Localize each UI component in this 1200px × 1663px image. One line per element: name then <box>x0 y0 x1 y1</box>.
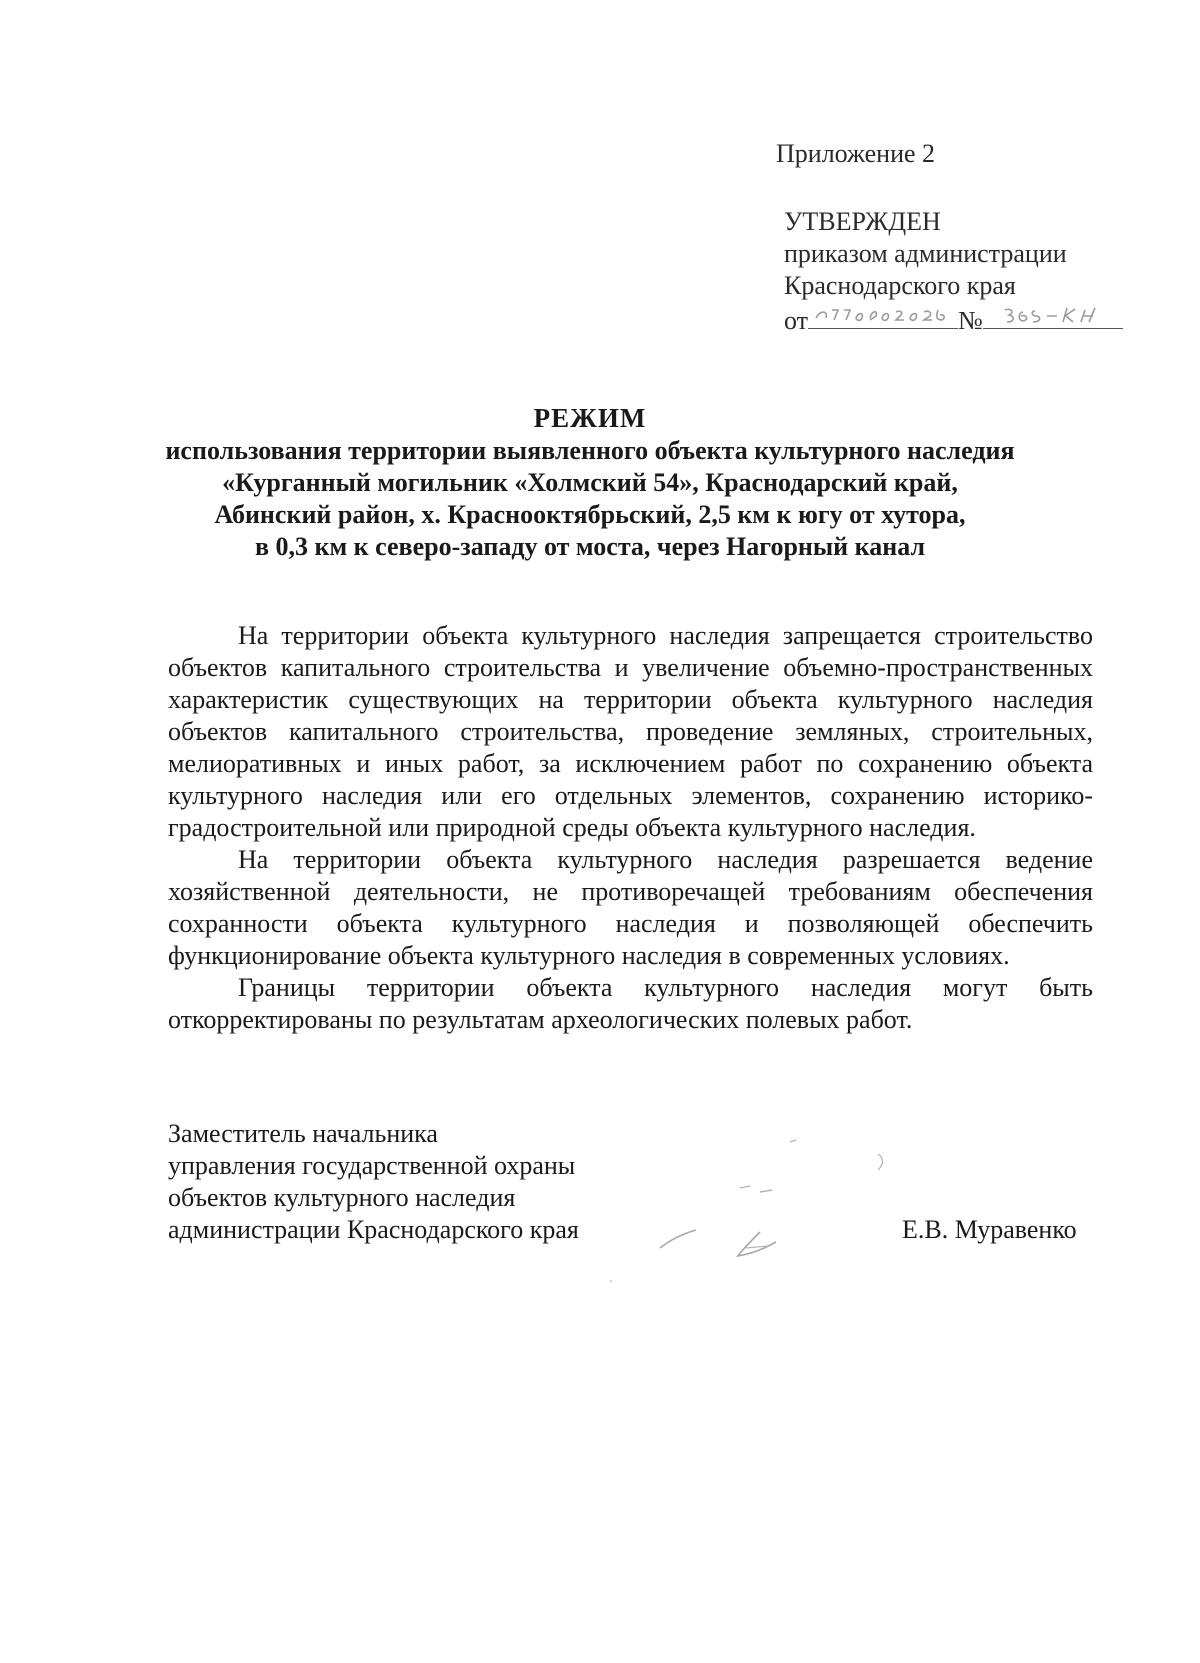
handwritten-signature <box>600 1130 940 1290</box>
approval-block <box>784 206 1164 337</box>
handwritten-date-mark <box>808 298 958 328</box>
handwritten-number <box>983 302 1123 329</box>
number-sign: № <box>958 306 983 335</box>
title-line-3: Абинский район, х. Краснооктябрьский, 2,5 км к югу от хутора, <box>214 500 966 529</box>
title-line-4: в 0,3 км к северо-западу от моста, через Нагорный канал <box>254 532 926 561</box>
paragraph-prohibitions: На территории объекта культурного наследия запрещается строительство объектов капитального строительства и увеличение объемно-пространственных характеристик существующих на территории объекта культурного наследия объектов капитального строительства, проведение земляных, строительных, мелиоративных и иных работ, за исключением работ по сохранению объекта культурного наследия или его отдельных элементов, сохранению историко-градостроительной или природной среды объекта культурного наследия. <box>168 621 1093 842</box>
title-line-2: «Курганный могильник «Холмский 54», Краснодарский край, <box>222 468 958 497</box>
document-body <box>168 620 1093 1036</box>
date-prefix: от <box>784 306 809 335</box>
title-main: РЕЖИМ <box>533 403 647 433</box>
appendix-label: Приложение 2 <box>776 139 936 168</box>
approval-heading: УТВЕРЖДЕН <box>784 207 941 236</box>
signer-position-line-4: администрации Краснодарского края <box>168 1215 579 1244</box>
signer-position-line-2: управления государственной охраны <box>168 1151 576 1180</box>
document-title <box>150 402 1030 563</box>
approval-line-1: приказом администрации <box>784 239 1067 268</box>
signer-position <box>168 1118 579 1246</box>
paragraph-permissions: На территории объекта культурного наследия разрешается ведение хозяйственной деятельности, не противоречащей требованиям обеспечения сохранности объекта культурного наследия и позволяющей обеспечить функционирование объекта культурного наследия в современных условиях. <box>168 845 1093 970</box>
signer-position-line-1: Заместитель начальника <box>168 1119 438 1148</box>
signer-position-line-3: объектов культурного наследия <box>168 1183 516 1212</box>
handwritten-number-mark <box>983 298 1123 328</box>
paragraph-boundaries: Границы территории объекта культурного наследия могут быть откорректированы по результатам археологических полевых работ. <box>168 973 1093 1034</box>
approval-date-line <box>784 302 1164 337</box>
title-line-1: использования территории выявленного объекта культурного наследия <box>165 436 1015 465</box>
approval-line-2: Краснодарского края <box>784 271 1016 300</box>
signer-name: Е.В. Муравенко <box>902 1215 1077 1244</box>
handwritten-date <box>808 302 958 329</box>
